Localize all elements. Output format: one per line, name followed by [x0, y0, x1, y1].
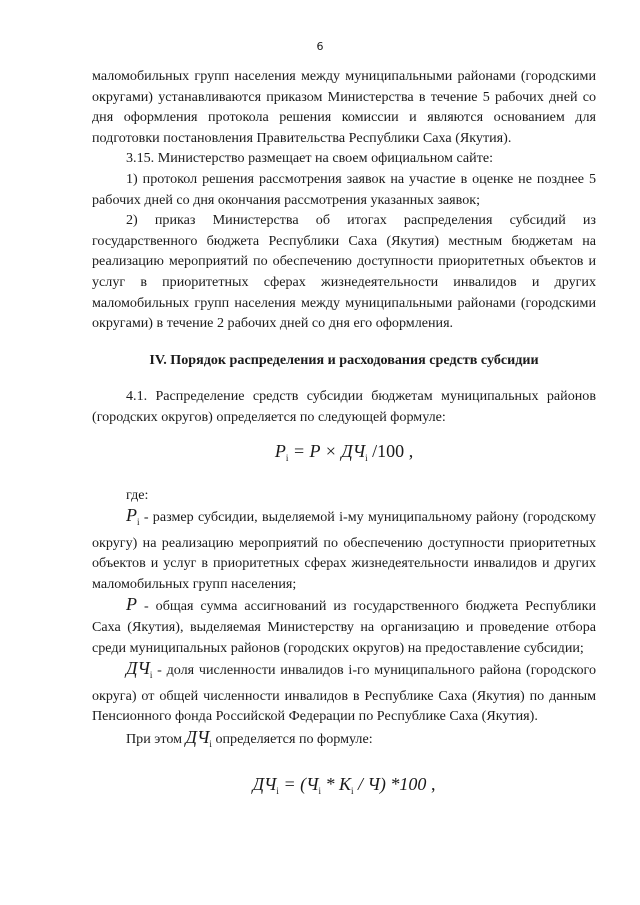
definition-symbol: ДЧ	[126, 658, 150, 679]
formula-subscript: i	[365, 452, 368, 463]
definition-symbol: ДЧ	[185, 727, 210, 748]
formula-subscript: i	[351, 785, 354, 796]
definition-subscript: i	[149, 670, 153, 681]
formula-part: / Ч) *100	[358, 773, 427, 794]
document-body	[92, 66, 596, 806]
formula-part: = P × ДЧ	[292, 440, 366, 461]
definition-text: - доля численности инвалидов i-го муниципального района (городского округа) от общей численности инвалидов в Республике Саха (Якутия) по данным Пенсионного фонда Российской Федерации по Республике Саха (Якутия).	[92, 662, 596, 725]
paragraph-continuation: маломобильных групп населения между муниципальными районами (городскими округами) устанавливаются приказом Министерства в течение 5 рабочих дней со дня оформления протокола решения комиссии и являются основанием для подготовки постановления Правительства Республики Саха (Якутия).	[92, 68, 596, 146]
definition-pi	[92, 505, 596, 594]
formula-tail: ,	[430, 773, 436, 794]
formula-part: = (Ч	[283, 773, 319, 794]
formula-subsidy	[92, 436, 596, 473]
definition-symbol: P	[126, 594, 137, 615]
definition-symbol: P	[126, 505, 137, 526]
page-number: 6	[316, 40, 324, 53]
text-run: При этом	[126, 731, 183, 748]
definition-subscript: i	[137, 517, 140, 528]
formula-subscript: i	[285, 452, 289, 463]
formula-symbol: P	[274, 440, 286, 461]
formula-tail: ,	[408, 440, 414, 461]
paragraph-3-15: 3.15. Министерство размещает на своем официальном сайте:	[126, 150, 494, 167]
definition-p	[92, 594, 596, 658]
definition-text: - размер субсидии, выделяемой i-му муниципальному району (городскому округу) на реализацию мероприятий по обеспечению доступности приоритетных объектов и услуг в приоритетных сферах жизнедеятельности инвалидов и других маломобильных групп населения;	[92, 509, 596, 592]
paragraph-4-1: 4.1. Распределение средств субсидии бюджетам муниципальных районов (городских округов) определяется по следующей формуле:	[92, 388, 596, 425]
formula-subscript: i	[318, 785, 321, 796]
formula-part: /100	[372, 440, 405, 461]
definition-text: - общая сумма ассигнований из государственного бюджета Республики Саха (Якутия), выделяемая Министерству на организацию и проведение отбора среди муниципальных районов (городских округов) на предоставление субсидии;	[92, 598, 596, 656]
formula-subscript: i	[276, 785, 279, 796]
formula-part: * K	[325, 773, 352, 794]
paragraph-pri-etom	[92, 727, 596, 755]
definition-subscript: i	[209, 739, 212, 750]
formula-share	[92, 769, 596, 806]
paragraph-item-1: 1) протокол решения рассмотрения заявок на участие в оценке не позднее 5 рабочих дней со дня окончания рассмотрения указанных заявок;	[92, 170, 596, 208]
paragraph-item-2: 2) приказ Министерства об итогах распределения субсидий из государственного бюджета Республики Саха (Якутия) местным бюджетам на реализацию мероприятий по обеспечению доступности приоритетных объектов и услуг в приоритетных сферах жизнедеятельности инвалидов и других маломобильных групп населения между муниципальными районами (городскими округами) в течение 2 рабочих дней со дня его оформления.	[92, 212, 596, 332]
formula-symbol: ДЧ	[252, 773, 277, 794]
section-heading: IV. Порядок распределения и расходования средств субсидии	[149, 351, 539, 368]
where-label: где:	[126, 486, 149, 503]
text-run: определяется по формуле:	[215, 731, 373, 748]
definition-dchi	[92, 658, 596, 727]
